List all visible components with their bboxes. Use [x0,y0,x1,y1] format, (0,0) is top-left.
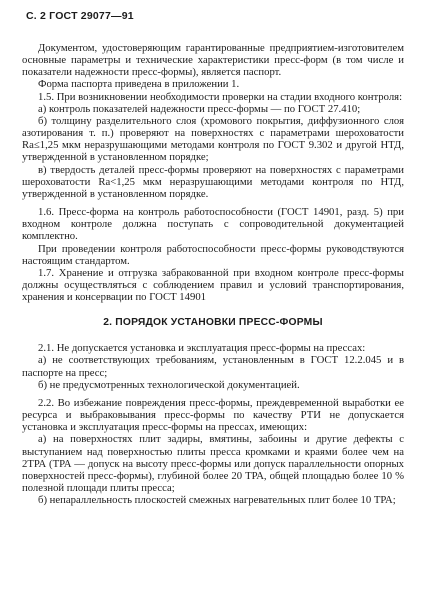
paragraph: 2.2. Во избежание повреждения пресс-формы, преждевременной выработки ее ресурса и выбраковывания пресс-формы по качеству РТИ не допускается установка и эксплуатация пресс-формы на прессах, имеющих: [22,396,404,434]
paragraph: 1.7. Хранение и отгрузка забракованной при входном контроле пресс-формы должны осуществляться с соблюдением правил и условий транспортирования, хранения и консервации по ГОСТ 14901 [22,266,404,304]
paragraph: б) непараллельность плоскостей смежных нагревательных плит более 10 ТРА; [38,494,396,507]
paragraph: 2.1. Не допускается установка и эксплуатация пресс-формы на прессах: [38,342,366,355]
paragraph: в) твердость деталей пресс-формы проверяют на поверхностях с параметрами шероховатости Ra<1,25 мкм неразрушающими методами контроля по НТД, утвержденной в установленном порядке. [22,163,404,200]
paragraph: б) толщину разделительного слоя (хромового покрытия, диффузионного слоя азотирования т. п.) проверяют на поверхностях с параметрами шероховатости Ra≤1,25 мкм неразрушающими методами контроля по ГОСТ 9.302 и другой НТД, утвержденной в установленном порядке; [22,114,404,164]
paragraph: а) на поверхностях плит задиры, вмятины, забоины и другие дефекты с выступанием над поверхностью плиты пресса кромками и краями более чем на 2ТРА (ТРА — допуск на высоту пресс-формы или допуск параллельности опорных поверхностей пресс-формы), глубиной более 20 ТРА, общей площадью более 10 % полезной площади плиты пресса; [22,433,404,494]
paragraph: б) не предусмотренных технологической документацией. [38,378,300,391]
paragraph: Документом, удостоверяющим гарантированные предприятием-изготовителем основные параметры и технические характеристики пресс-форм (в том числе и показатели надежности пресс-формы), является паспорт. [22,42,404,79]
paragraph: а) контроль показателей надежности пресс-формы — по ГОСТ 27.410; [38,102,361,115]
paragraph: 1.6. Пресс-форма на контроль работоспособности (ГОСТ 14901, разд. 5) при входном контроле должна поступать с сопроводительной документацией комплектно. [22,206,404,243]
paragraph: Форма паспорта приведена в приложении 1. [38,78,240,91]
paragraph: а) не соответствующих требованиям, установленным в ГОСТ 12.2.045 и в паспорте на пресс; [22,354,404,379]
paragraph: 1.5. При возникновении необходимости проверки на стадии входного контроля: [38,90,403,103]
section-title: 2. ПОРЯДОК УСТАНОВКИ ПРЕСС-ФОРМЫ [103,317,323,329]
page-header: С. 2 ГОСТ 29077—91 [26,10,134,22]
paragraph: При проведении контроля работоспособности пресс-формы руководствуются настоящим стандартом. [22,242,404,267]
